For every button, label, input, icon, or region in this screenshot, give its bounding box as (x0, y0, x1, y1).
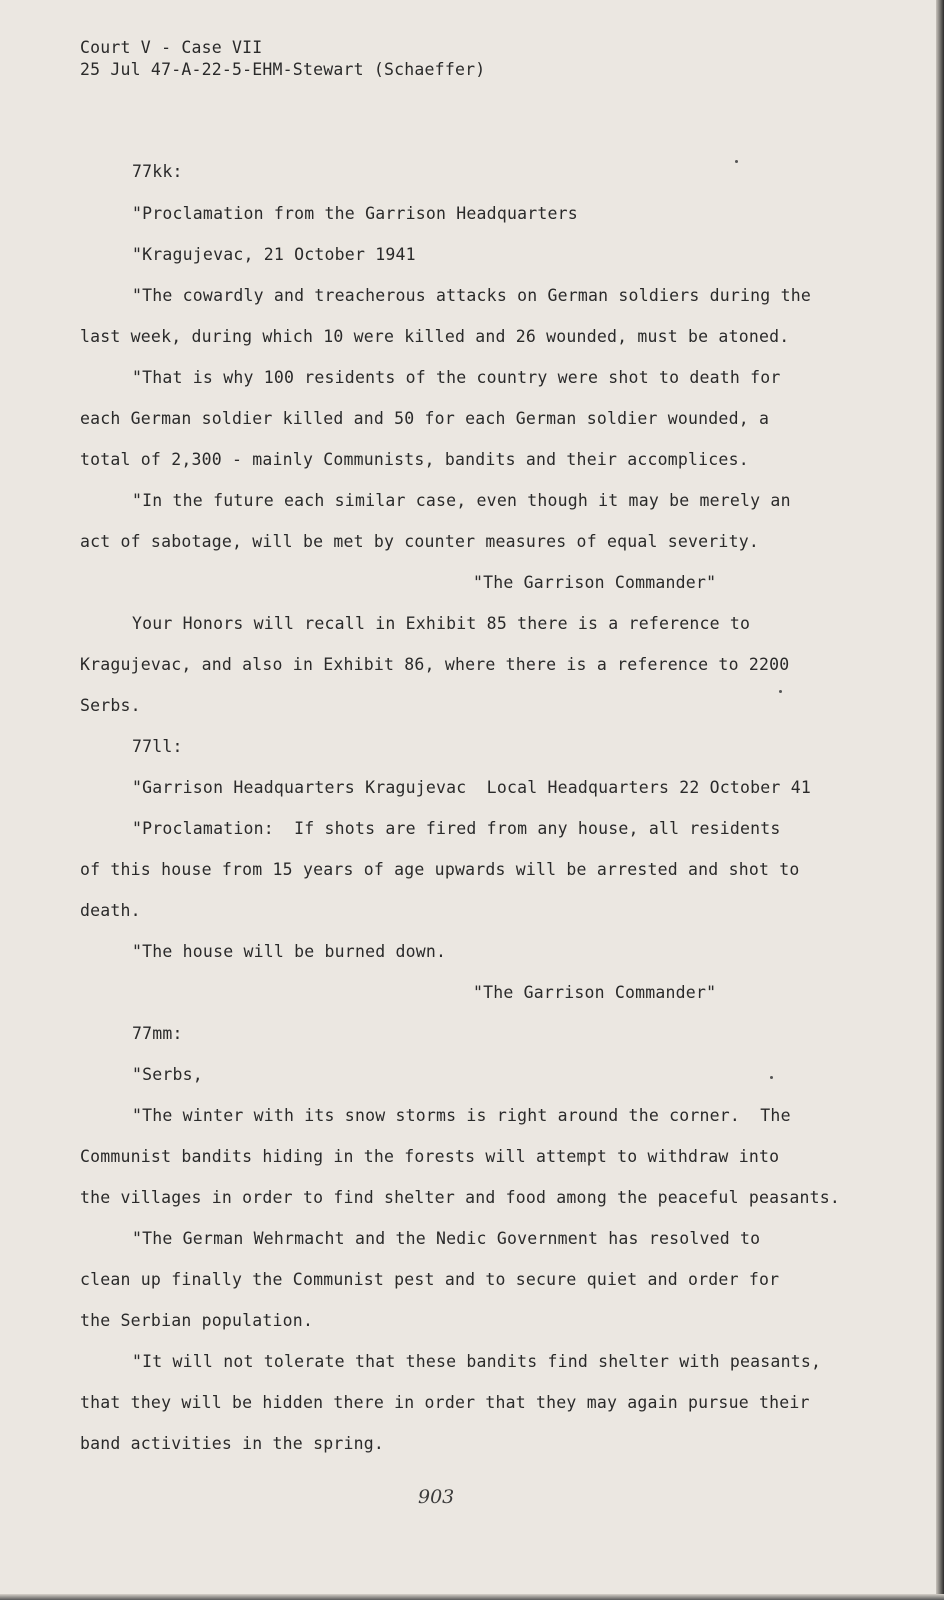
text-line: the Serbian population. (80, 1311, 314, 1330)
text-line: "In the future each similar case, even though it may be merely an (132, 491, 791, 510)
text-line: act of sabotage, will be met by counter measures of equal severity. (80, 532, 759, 551)
text-line: "Proclamation: If shots are fired from any house, all residents (132, 819, 781, 838)
text-line: "Kragujevac, 21 October 1941 (132, 245, 416, 264)
session-header: 25 Jul 47-A-22-5-EHM-Stewart (Schaeffer) (80, 60, 486, 79)
text-line: last week, during which 10 were killed and 26 wounded, must be atoned. (80, 327, 790, 346)
text-line: "Garrison Headquarters Kragujevac Local Headquarters 22 October 41 (132, 778, 811, 797)
page-bottom-edge (0, 1594, 944, 1600)
text-line: "The house will be burned down. (132, 942, 447, 961)
text-line: "It will not tolerate that these bandits find shelter with peasants, (132, 1352, 822, 1371)
text-line: death. (80, 901, 141, 920)
case-header: Court V - Case VII (80, 38, 263, 57)
text-line: clean up finally the Communist pest and to secure quiet and order for (80, 1270, 780, 1289)
text-line: band activities in the spring. (80, 1434, 385, 1453)
text-line: "The winter with its snow storms is right around the corner. The (132, 1106, 791, 1125)
text-line: Kragujevac, and also in Exhibit 86, where there is a reference to 2200 (80, 655, 790, 674)
text-line: "That is why 100 residents of the country were shot to death for (132, 368, 781, 387)
page-number: 903 (418, 1486, 455, 1508)
text-line: the villages in order to find shelter and food among the peaceful peasants. (80, 1188, 841, 1207)
exhibit-label-77ll: 77ll: (132, 737, 183, 756)
text-line: that they will be hidden there in order that they may again pursue their (80, 1393, 810, 1412)
page-right-edge (936, 0, 944, 1600)
text-line: "The cowardly and treacherous attacks on German soldiers during the (132, 286, 811, 305)
text-line: of this house from 15 years of age upwards will be arrested and shot to (80, 860, 800, 879)
signature-line: "The Garrison Commander" (473, 573, 717, 592)
text-line: total of 2,300 - mainly Communists, bandits and their accomplices. (80, 450, 749, 469)
text-line: Your Honors will recall in Exhibit 85 there is a reference to (132, 614, 751, 633)
paper-speck (735, 160, 738, 163)
exhibit-label-77mm: 77mm: (132, 1024, 183, 1043)
text-line: Communist bandits hiding in the forests will attempt to withdraw into (80, 1147, 780, 1166)
paper-speck (770, 1076, 773, 1079)
text-line: "Proclamation from the Garrison Headquarters (132, 204, 578, 223)
signature-line: "The Garrison Commander" (473, 983, 717, 1002)
exhibit-label-77kk: 77kk: (132, 162, 183, 181)
text-line: each German soldier killed and 50 for each German soldier wounded, a (80, 409, 770, 428)
text-line: "Serbs, (132, 1065, 203, 1084)
paper-speck (779, 690, 782, 693)
text-line: Serbs. (80, 696, 141, 715)
text-line: "The German Wehrmacht and the Nedic Government has resolved to (132, 1229, 761, 1248)
